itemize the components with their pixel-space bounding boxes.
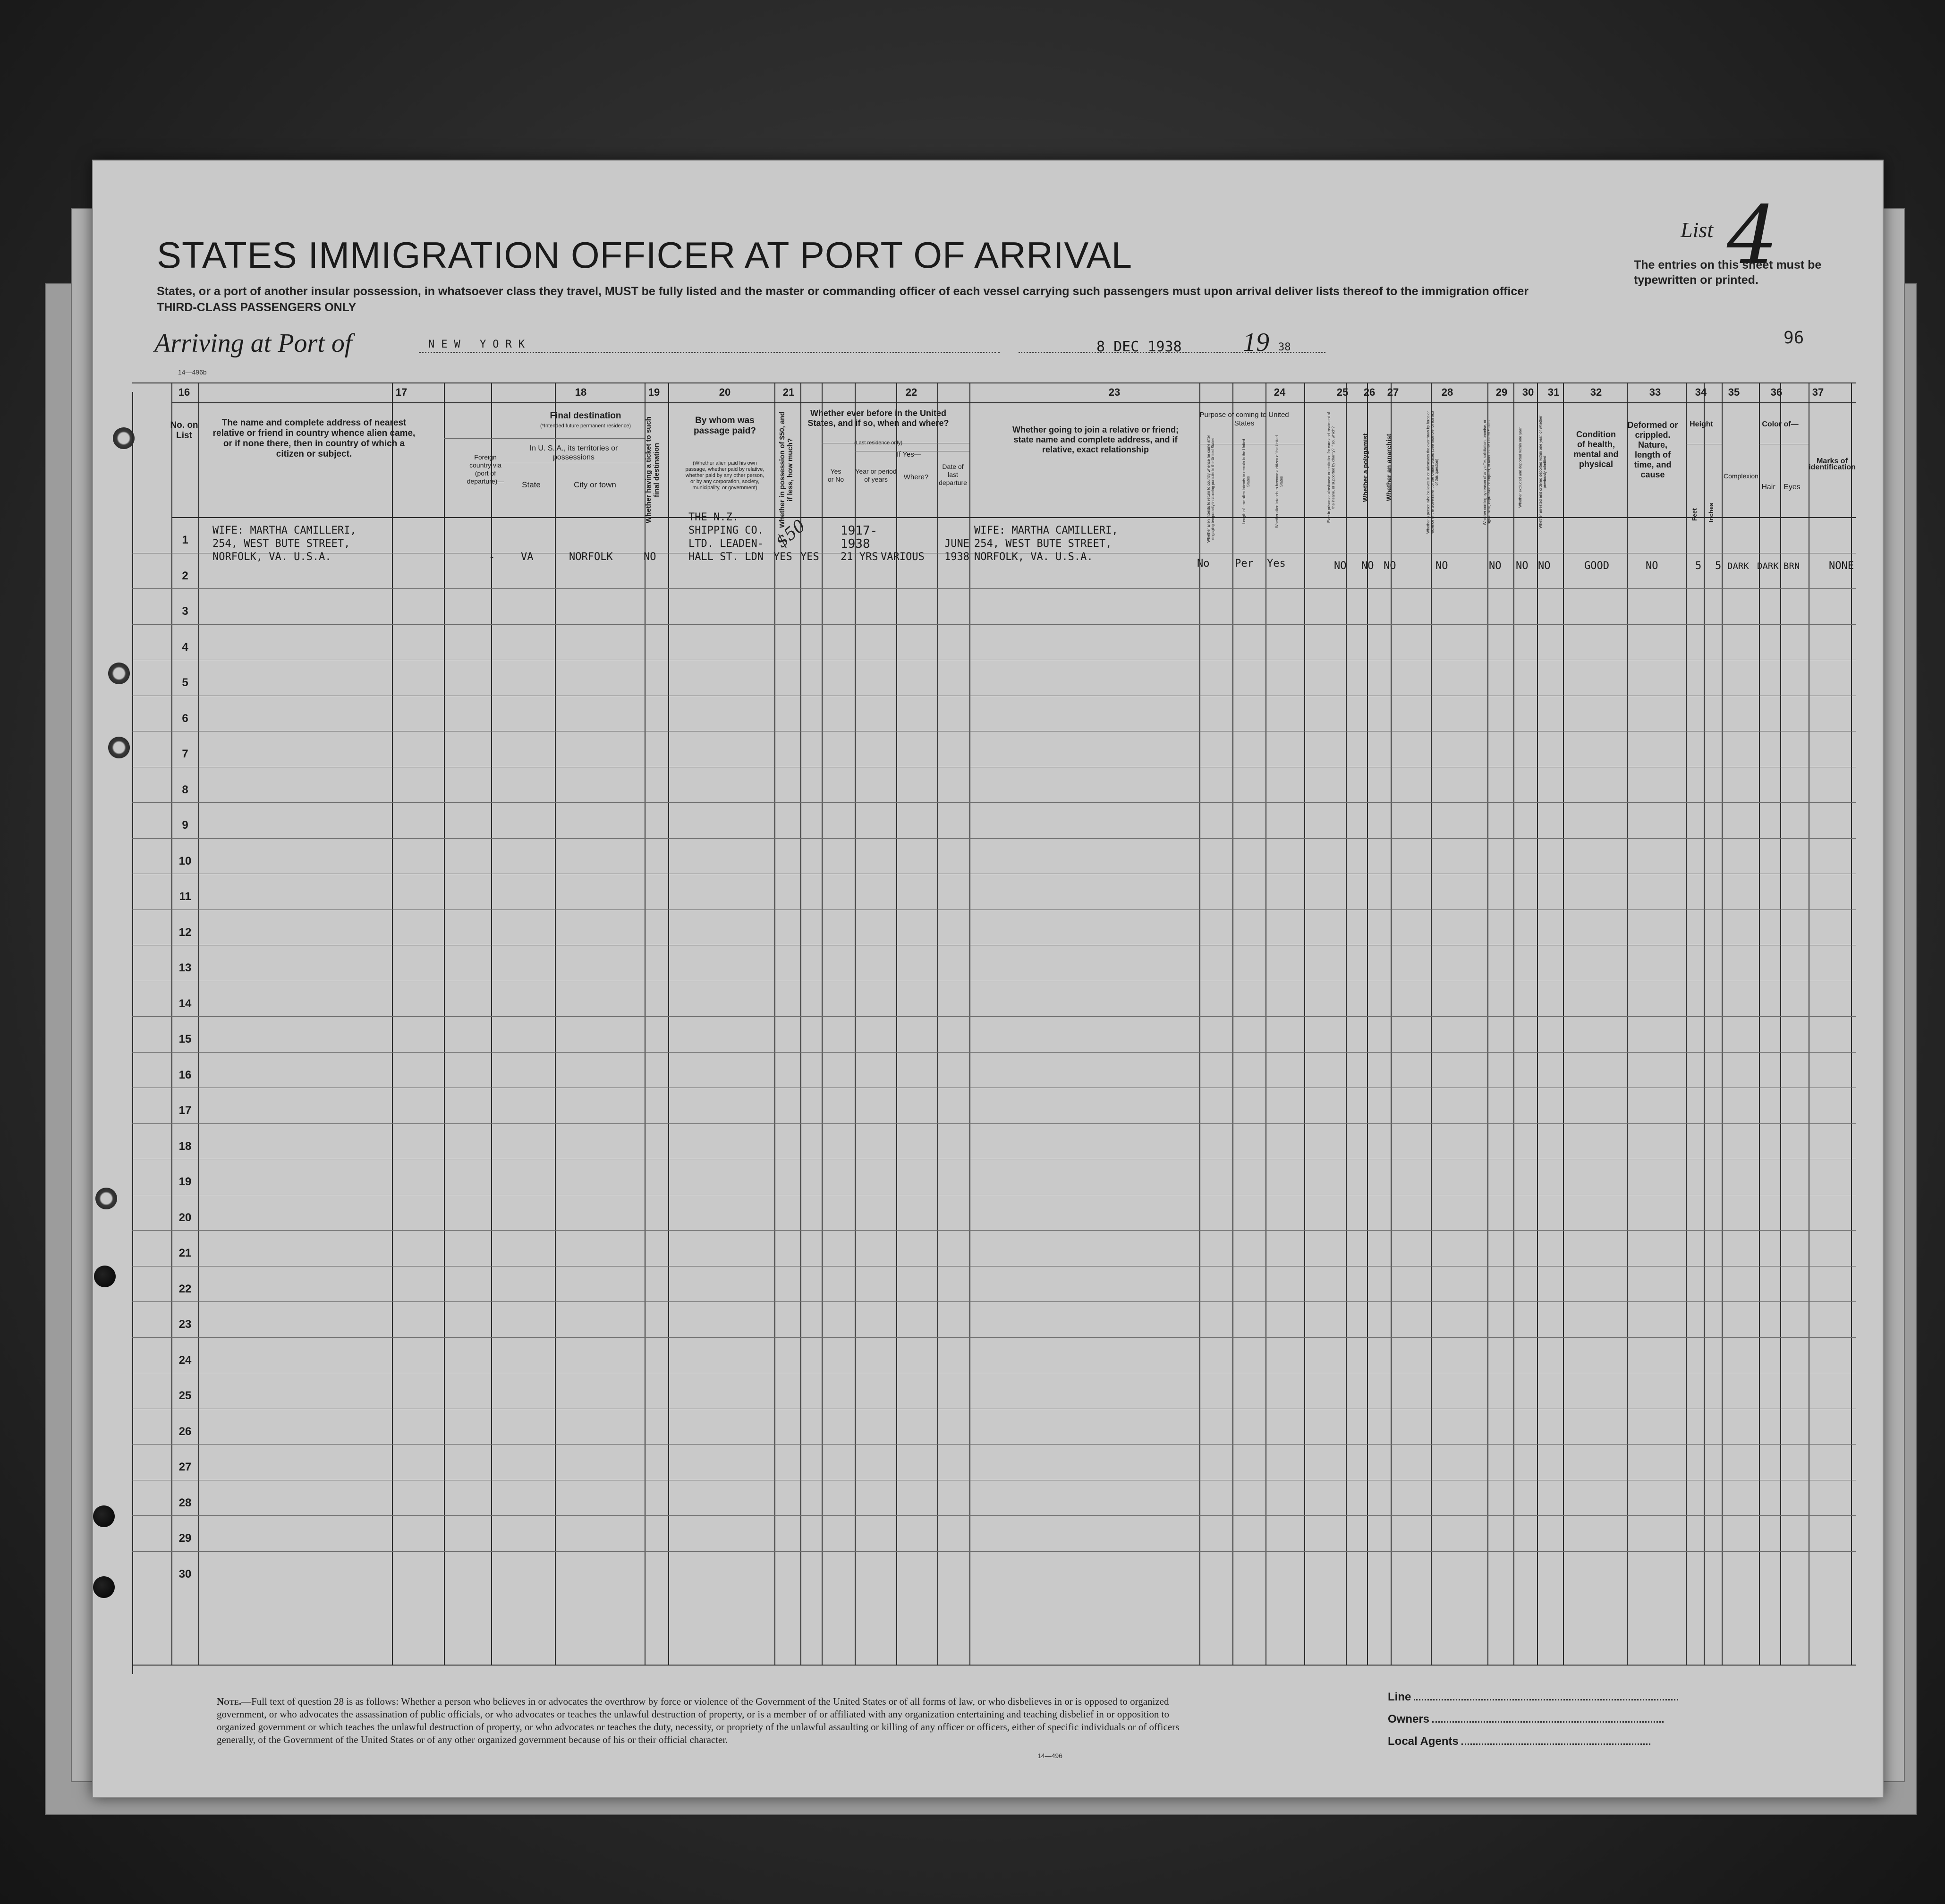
citizen-value: Yes: [1267, 558, 1286, 570]
row-number: 19: [178, 1175, 192, 1188]
row-number: 25: [178, 1389, 192, 1402]
column-rule: [774, 382, 775, 1665]
passage-line: THE N.Z.: [688, 511, 739, 523]
row-number: 26: [178, 1425, 192, 1438]
header-foreign-country: Foreign country via (port of departure)—: [467, 453, 504, 485]
row-rule: [132, 1052, 1856, 1053]
eyes-value: BRN: [1784, 561, 1800, 571]
row-rule: [132, 382, 1856, 383]
row-number: 8: [182, 783, 188, 796]
prison-value: NO: [1334, 560, 1347, 572]
column-rule: [969, 382, 970, 1665]
column-rule: [1232, 382, 1233, 1665]
column-rule: [491, 382, 492, 1665]
passage-line: LTD. LEADEN-: [688, 538, 764, 550]
column-number: 33: [1649, 386, 1661, 398]
column-rule: [1431, 382, 1432, 1665]
period-value: [841, 524, 878, 564]
column-number: 27: [1387, 386, 1399, 398]
column-rule: [1304, 382, 1305, 1665]
period-line: 1917-: [841, 524, 878, 538]
header-relative: The name and complete address of nearest relative or friend in country whence alien came, or if none there, then in country of which a citizen or subject.: [212, 418, 416, 459]
column-rule: [1563, 382, 1564, 1665]
departure-value: [929, 537, 969, 564]
money-handwritten: $50: [772, 516, 809, 552]
header-inches: Inches: [1707, 502, 1715, 522]
row-number: 21: [178, 1247, 192, 1259]
column-rule: [1346, 382, 1347, 1665]
column-rule: [132, 392, 133, 1674]
labor-value: NO: [1489, 560, 1502, 572]
line-dotted: [1414, 1699, 1678, 1700]
return-value: No: [1197, 558, 1210, 570]
column-rule: [1704, 382, 1705, 1665]
column-rule: [555, 382, 556, 1665]
header-usa: In U. S. A., its territories or possessions: [529, 444, 618, 461]
arriving-label: Arriving at Port of: [154, 329, 352, 358]
year-prefix: 19: [1243, 328, 1269, 357]
city-value: NORFOLK: [569, 551, 613, 563]
column-number: 20: [719, 386, 731, 398]
column-rule: [1627, 382, 1628, 1665]
relative-line: NORFOLK, VA. U.S.A.: [212, 551, 331, 563]
health-value: GOOD: [1584, 560, 1609, 572]
column-number: 34: [1695, 386, 1707, 398]
column-number: 30: [1522, 386, 1534, 398]
header-polygamist: Whether a polygamist: [1361, 433, 1369, 502]
marks-value: NONE: [1829, 560, 1854, 572]
column-number: 22: [905, 386, 917, 398]
row-number: 3: [182, 605, 188, 618]
header-eyes: Eyes: [1784, 483, 1801, 491]
row-rule: [444, 438, 645, 439]
column-rule: [668, 382, 669, 1665]
header-if-yes: If Yes—: [897, 450, 921, 459]
arrested-value: NO: [1538, 560, 1551, 572]
column-rule: [1722, 382, 1723, 1665]
form-code-top: 14—496b: [178, 368, 207, 376]
owners-dotted: [1432, 1721, 1664, 1723]
relative-address: [212, 524, 357, 564]
form-code-bottom: 14—496: [1037, 1752, 1062, 1760]
row-number: 20: [178, 1211, 192, 1224]
row-number: 15: [178, 1033, 192, 1046]
line-label: Line: [1388, 1691, 1411, 1703]
money-value: YES: [773, 551, 792, 563]
deformed-value: NO: [1646, 560, 1658, 572]
row-number: 2: [182, 569, 188, 582]
row-rule: [132, 1337, 1856, 1338]
row-rule: [132, 1123, 1856, 1124]
joining-line: 254, WEST BUTE STREET,: [974, 538, 1112, 550]
manifest-page: [92, 160, 1884, 1798]
row-number: 10: [178, 854, 192, 867]
row-rule: [132, 1016, 1856, 1017]
header-color-of: Color of—: [1762, 420, 1799, 428]
header-ever-before: Whether ever before in the United States, and if so, when and where?: [807, 408, 949, 428]
passage-line: HALL ST. LDN: [688, 551, 764, 563]
header-city: City or town: [574, 480, 616, 489]
row-number: 30: [178, 1567, 192, 1581]
header-purpose-length: Length of time alien intends to remain in the United States: [1242, 439, 1250, 525]
header-health: Condition of health, mental and physical: [1573, 430, 1619, 469]
row-number: 12: [178, 926, 192, 939]
row-number: 7: [182, 748, 188, 760]
subtitle-text: States, or a port of another insular possession, in whatsoever class they travel, MUST be fully listed and the master or commanding officer of each vessel carrying such passengers must upon arrival deliver lists thereof to the immigration officer: [157, 285, 1529, 298]
header-ever-before-note: (Last residence only): [854, 440, 903, 446]
note-label: Note.: [217, 1696, 242, 1707]
row-number: 14: [178, 997, 192, 1010]
header-feet: Feet: [1691, 508, 1698, 521]
column-rule: [1537, 382, 1538, 1665]
period-line: 1938: [841, 537, 870, 551]
column-rule: [1759, 382, 1760, 1665]
header-height: Height: [1690, 420, 1713, 428]
list-number: 4: [1727, 189, 1778, 282]
header-purpose-citizen: Whether alien intends to become a citizen of the United States: [1275, 435, 1283, 528]
row-rule: [132, 838, 1856, 839]
row-number: 1: [182, 534, 188, 546]
column-rule: [1686, 382, 1687, 1665]
joining-address: [974, 524, 1118, 564]
note-text: —Full text of question 28 is as follows: Whether a person who believes in or advocates the overthrow by force or violence of the Government of the United States or of all forms of law, or who disbelieves in or is opposed to organized government, or who advocates the assassination of public officials, or who advocates or teaches the unlawful destruction of property, or is a member of or affiliated with any organization entertaining and teaching disbelief in or opposition to organized government or which teaches the unlawful destruction of property, or who advocates or teaches the duty, necessity, or propriety of the unlawful assaulting or killing of any officer or officers, either of specific individuals or of officers generally, of the Government of the United States or of any other organized government because of his or their official character.: [217, 1696, 1180, 1745]
column-number: 21: [782, 386, 795, 398]
agents-label: Local Agents: [1388, 1735, 1459, 1748]
manifest-table: [132, 382, 1856, 1665]
header-state: State: [522, 480, 541, 489]
arrival-line: [154, 328, 1429, 357]
punch-hole: [93, 1576, 115, 1598]
column-rule: [1487, 382, 1488, 1665]
row-number: 11: [179, 890, 191, 903]
row-number: 27: [178, 1461, 192, 1473]
column-number: 25: [1336, 386, 1349, 398]
feet-value: 5: [1695, 560, 1702, 572]
column-number: 35: [1728, 386, 1740, 398]
typewritten-note: The entries on this sheet must be typewritten or printed.: [1634, 258, 1822, 287]
punch-hole: [108, 663, 130, 684]
footnote: [217, 1695, 1208, 1746]
header-purpose: Purpose of coming to United States: [1199, 411, 1289, 427]
header-purpose-return: Whether alien intends to return to country whence he came after engaging temporarily in laboring pursuits in the United States: [1206, 435, 1215, 543]
row-rule: [132, 588, 1856, 589]
header-ticket: Whether having a ticket to such final destination: [645, 416, 661, 523]
foreign-country-value: -: [489, 551, 495, 563]
column-number: 24: [1274, 386, 1286, 398]
excluded-value: NO: [1516, 560, 1529, 572]
header-money: Whether in possession of $50, and if less, how much?: [778, 411, 794, 528]
row-number: 4: [182, 640, 188, 654]
row-rule: [132, 1444, 1856, 1445]
row-number: 18: [178, 1139, 192, 1153]
anarchist-value: NO: [1384, 560, 1396, 572]
header-overthrow: Whether a person who believes in or advocates the overthrow by force or violence of the Government of the United States (See footnote for full text of this question): [1426, 411, 1439, 534]
agents-dotted: [1461, 1743, 1650, 1745]
header-final-destination: Final destination: [550, 411, 621, 421]
header-marks: Marks of identification: [1809, 457, 1856, 471]
header-hair: Hair: [1761, 483, 1775, 491]
column-number: 31: [1547, 386, 1560, 398]
agents-field: [1388, 1735, 1650, 1748]
column-number: 23: [1108, 386, 1121, 398]
row-number: 17: [178, 1104, 192, 1117]
header-period: Year or period of years: [855, 468, 897, 483]
row-number: 16: [178, 1068, 192, 1081]
period-line: 21 YRS: [841, 551, 878, 563]
header-passage-note: (Whether alien paid his own passage, whether paid by relative, whether paid by any other person, or by any corporation, society, municipality, or government): [685, 460, 764, 491]
page-title: STATES IMMIGRATION OFFICER AT PORT OF ARRIVAL: [157, 234, 1133, 276]
punch-hole: [95, 1188, 117, 1209]
punch-hole: [93, 1505, 115, 1527]
port-dotted-line: [419, 352, 1000, 353]
row-number: 24: [178, 1353, 192, 1367]
ticket-value: NO: [644, 551, 656, 563]
header-prison: Ever in prison or almshouse or institution for care and treatment of the insane, or supported by charity? If so, which?: [1327, 412, 1335, 523]
row-number: 5: [182, 676, 188, 689]
date-value: 8 DEC 1938: [1096, 339, 1182, 355]
passage-paid-by: [688, 511, 764, 564]
passenger-class: THIRD-CLASS PASSENGERS ONLY: [157, 301, 357, 314]
row-rule: [132, 1665, 1856, 1666]
row-rule: [171, 517, 1856, 518]
column-rule: [800, 382, 801, 1665]
inches-value: 5: [1715, 560, 1722, 572]
owners-label: Owners: [1388, 1713, 1430, 1726]
header-excluded: Whether excluded and deported within one year: [1518, 427, 1522, 508]
departure-line: JUNE: [944, 538, 969, 550]
header-passage: By whom was passage paid?: [694, 416, 756, 436]
year-suffix: 38: [1278, 341, 1291, 353]
punch-hole: [113, 427, 135, 449]
page-subtitle: [157, 283, 1621, 315]
column-rule: [822, 382, 823, 1665]
column-rule: [937, 382, 938, 1665]
column-rule: [1367, 382, 1368, 1665]
overthrow-value: NO: [1435, 560, 1448, 572]
row-number: 6: [182, 712, 188, 725]
header-anarchist: Whether an anarchist: [1385, 434, 1393, 502]
ever-before-value: YES: [800, 551, 819, 563]
column-number: 36: [1770, 386, 1783, 398]
header-final-destination-note: (*Intended future permanent residence): [540, 423, 631, 429]
column-rule: [1199, 382, 1200, 1665]
column-number: 37: [1812, 386, 1824, 398]
column-number: 28: [1441, 386, 1453, 398]
row-rule: [132, 1515, 1856, 1516]
column-rule: [855, 382, 856, 1665]
column-number: 32: [1590, 386, 1602, 398]
row-rule: [132, 1551, 1856, 1552]
page-number: 96: [1784, 328, 1804, 348]
joining-line: WIFE: MARTHA CAMILLERI,: [974, 525, 1118, 536]
header-deformed: Deformed or crippled. Nature, length of time, and cause: [1627, 420, 1678, 479]
row-rule: [132, 1230, 1856, 1231]
length-value: Per: [1235, 558, 1254, 570]
column-rule: [645, 382, 646, 1665]
column-number: 29: [1495, 386, 1508, 398]
punch-hole: [108, 737, 130, 758]
list-label: List: [1681, 218, 1714, 242]
row-rule: [132, 1301, 1856, 1302]
header-complexion: Complexion: [1724, 472, 1758, 480]
punch-hole: [94, 1266, 116, 1287]
column-rule: [1780, 382, 1781, 1665]
where-value: VARIOUS: [881, 551, 925, 563]
complexion-value: DARK: [1727, 561, 1749, 571]
relative-line: 254, WEST BUTE STREET,: [212, 538, 350, 550]
owners-field: [1388, 1713, 1664, 1726]
row-rule: [132, 802, 1856, 803]
column-rule: [1391, 382, 1392, 1665]
column-rule: [896, 382, 897, 1665]
passage-line: SHIPPING CO.: [688, 525, 764, 536]
column-number: 26: [1363, 386, 1376, 398]
column-number: 17: [395, 386, 408, 398]
column-rule: [392, 382, 393, 1665]
state-value: VA: [521, 551, 534, 563]
row-number: 9: [182, 819, 188, 832]
column-rule: [444, 382, 445, 1665]
column-rule: [1851, 382, 1852, 1665]
relative-line: WIFE: MARTHA CAMILLERI,: [212, 525, 357, 536]
header-no-on-list: No. on List: [170, 420, 198, 441]
row-number: 29: [178, 1532, 192, 1545]
row-number: 13: [178, 961, 192, 974]
header-going-to-join: Whether going to join a relative or friend; state name and complete address, and if relative, exact relationship: [1012, 425, 1179, 454]
header-where: Where?: [903, 473, 929, 481]
header-arrested: Whether arrested and ordered deported within one year, or whether previously admitted: [1538, 416, 1547, 529]
header-yes-no: Yes or No: [827, 468, 844, 483]
hair-value: DARK: [1757, 561, 1779, 571]
row-number: 23: [178, 1318, 192, 1331]
header-departure: Date of last departure: [939, 463, 967, 486]
column-number: 18: [575, 386, 587, 398]
joining-line: NORFOLK, VA. U.S.A.: [974, 551, 1093, 563]
departure-line: 1938: [944, 551, 969, 563]
port-value: NEW YORK: [428, 339, 531, 350]
polygamist-value: NO: [1361, 560, 1374, 572]
column-rule: [1513, 382, 1514, 1665]
column-number: 16: [178, 386, 190, 398]
row-rule: [171, 402, 1856, 403]
column-number: 19: [648, 386, 660, 398]
row-rule: [132, 624, 1856, 625]
row-number: 22: [178, 1282, 192, 1295]
row-number: 28: [178, 1496, 192, 1509]
line-field: [1388, 1691, 1678, 1704]
header-labor: Whether coming by reason of any offer, solicitation, promise, or agreement, expressed or implied, to labor in the United States: [1483, 419, 1491, 525]
